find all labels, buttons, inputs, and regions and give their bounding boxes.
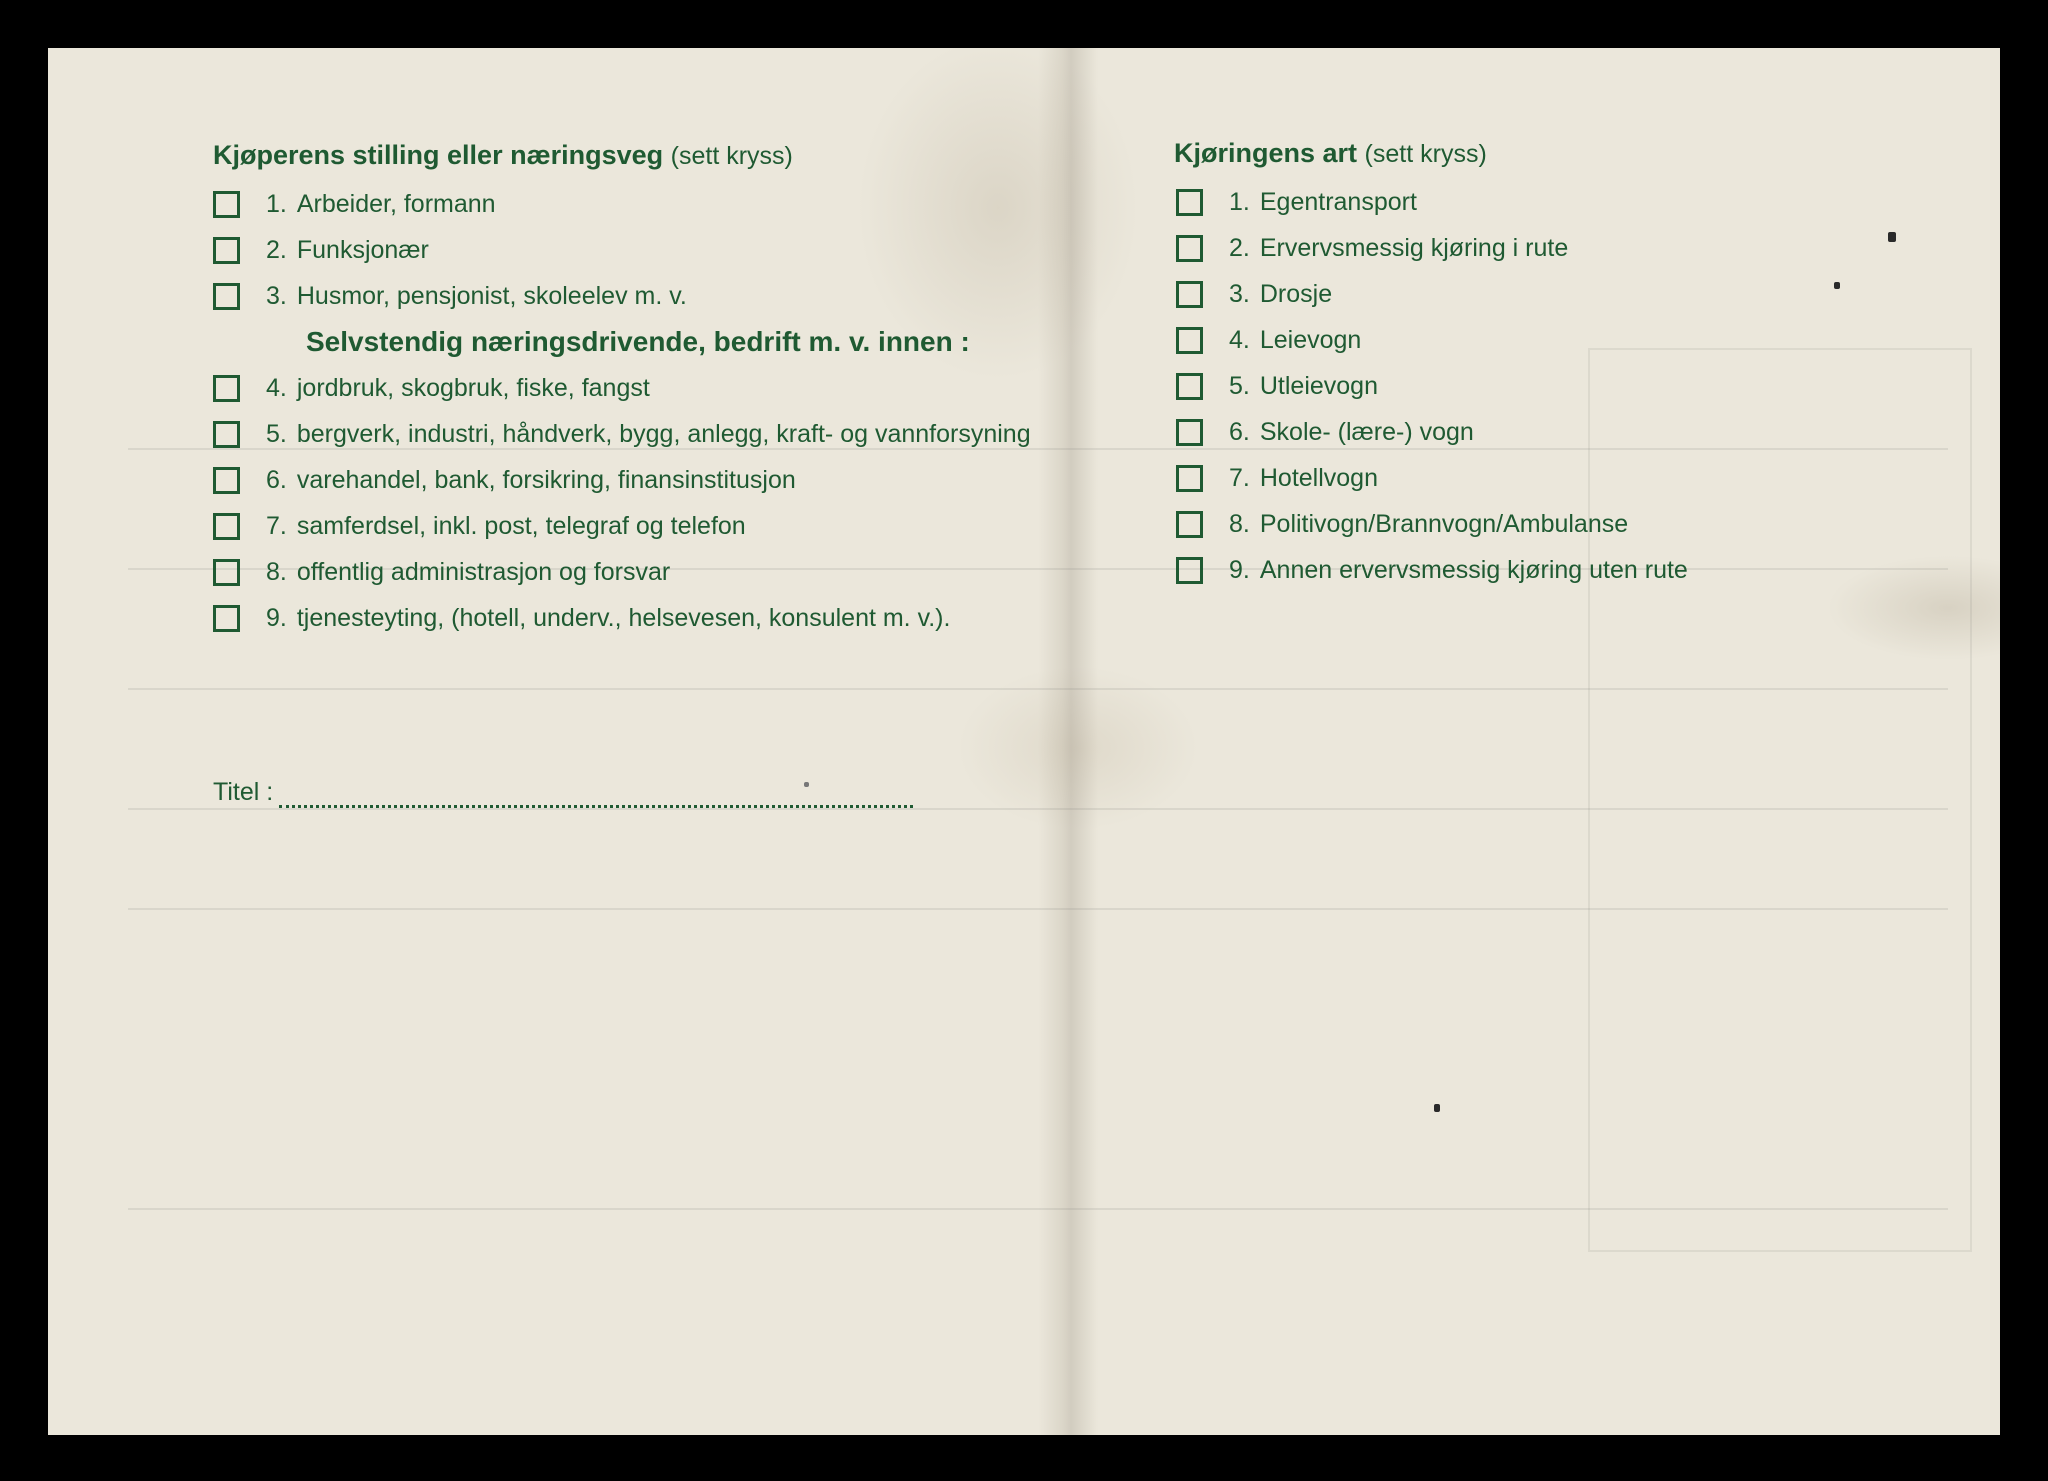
option-label: samferdsel, inkl. post, telegraf og telefon [296,512,746,540]
occupation-checkbox-6[interactable] [213,467,240,494]
option-number: 5. [266,420,287,448]
occupation-checkbox-9[interactable] [213,605,240,632]
option-number: 4. [1229,326,1250,354]
driving-type-heading [1174,138,1487,169]
option-label: Drosje [1259,280,1333,308]
occupation-option-7 [213,512,746,541]
title-input[interactable] [279,781,913,808]
driving-checkbox-9[interactable] [1176,557,1203,584]
occupation-checkbox-2[interactable] [213,237,240,264]
option-number: 8. [1229,510,1250,538]
option-number: 7. [266,512,287,540]
occupation-checkbox-8[interactable] [213,559,240,586]
occupation-checkbox-7[interactable] [213,513,240,540]
option-number: 6. [266,466,287,494]
option-label: Leievogn [1259,326,1362,354]
show-through-line [128,688,1948,690]
buyer-occupation-heading [213,140,793,171]
driving-option-8 [1176,510,1628,539]
option-label: bergverk, industri, håndverk, bygg, anlegg, kraft- og vannforsyning [296,420,1031,448]
occupation-option-2 [213,236,429,265]
driving-checkbox-1[interactable] [1176,189,1203,216]
ink-speck [1434,1104,1440,1112]
form-page [48,48,2000,1435]
option-number: 2. [266,236,287,264]
driving-option-1 [1176,188,1417,217]
occupation-checkbox-1[interactable] [213,191,240,218]
option-number: 5. [1229,372,1250,400]
occupation-option-6 [213,466,796,495]
driving-option-4 [1176,326,1361,355]
driving-option-6 [1176,418,1474,447]
option-number: 3. [266,282,287,310]
show-through-line [128,1208,1948,1210]
ink-speck [1834,282,1840,289]
option-number: 8. [266,558,287,586]
driving-option-3 [1176,280,1332,309]
occupation-option-4 [213,374,650,403]
option-label: Utleievogn [1259,372,1378,400]
option-label: Ervervsmessig kjøring i rute [1259,234,1569,262]
occupation-checkbox-3[interactable] [213,283,240,310]
driving-checkbox-3[interactable] [1176,281,1203,308]
option-number: 3. [1229,280,1250,308]
driving-type-heading-note: (sett kryss) [1364,140,1487,168]
option-label: Husmor, pensjonist, skoleelev m. v. [296,282,687,310]
show-through-line [128,808,1948,810]
occupation-checkbox-5[interactable] [213,421,240,448]
occupation-option-8 [213,558,670,587]
occupation-option-3 [213,282,687,311]
option-number: 9. [1229,556,1250,584]
driving-checkbox-6[interactable] [1176,419,1203,446]
title-field-label: Titel : [213,778,274,806]
driving-type-heading-text: Kjøringens art [1174,138,1358,168]
occupation-option-9 [213,604,950,633]
driving-option-5 [1176,372,1378,401]
option-label: Hotellvogn [1259,464,1378,492]
paper-fold [1038,48,1098,1435]
option-label: jordbruk, skogbruk, fiske, fangst [296,374,650,402]
occupation-option-5 [213,420,1031,449]
option-label: Funksjonær [296,236,429,264]
option-label: Skole- (lære-) vogn [1259,418,1474,446]
option-label: tjenesteyting, (hotell, underv., helsevesen, konsulent m. v.). [296,604,951,632]
option-number: 6. [1229,418,1250,446]
occupation-option-1 [213,190,496,219]
show-through-box [1588,348,1972,1252]
driving-checkbox-8[interactable] [1176,511,1203,538]
driving-option-7 [1176,464,1378,493]
occupation-checkbox-4[interactable] [213,375,240,402]
option-number: 9. [266,604,287,632]
option-label: Politivogn/Brannvogn/Ambulanse [1259,510,1629,538]
buyer-occupation-heading-text: Kjøperens stilling eller næringsveg [213,140,664,170]
buyer-occupation-heading-note: (sett kryss) [670,142,793,170]
option-label: offentlig administrasjon og forsvar [296,558,671,586]
option-label: Arbeider, formann [296,190,496,218]
option-number: 4. [266,374,287,402]
show-through-line [128,908,1948,910]
driving-option-2 [1176,234,1568,263]
driving-checkbox-4[interactable] [1176,327,1203,354]
driving-checkbox-2[interactable] [1176,235,1203,262]
driving-checkbox-7[interactable] [1176,465,1203,492]
option-label: Egentransport [1259,188,1417,216]
driving-option-9 [1176,556,1688,585]
option-label: Annen ervervsmessig kjøring uten rute [1259,556,1688,584]
option-number: 1. [266,190,287,218]
option-number: 2. [1229,234,1250,262]
option-number: 1. [1229,188,1250,216]
self-employed-subheading: Selvstendig næringsdrivende, bedrift m. v. innen : [306,326,970,357]
ink-speck [804,782,809,787]
option-number: 7. [1229,464,1250,492]
ink-speck [1888,232,1896,242]
driving-checkbox-5[interactable] [1176,373,1203,400]
option-label: varehandel, bank, forsikring, finansinstitusjon [296,466,796,494]
